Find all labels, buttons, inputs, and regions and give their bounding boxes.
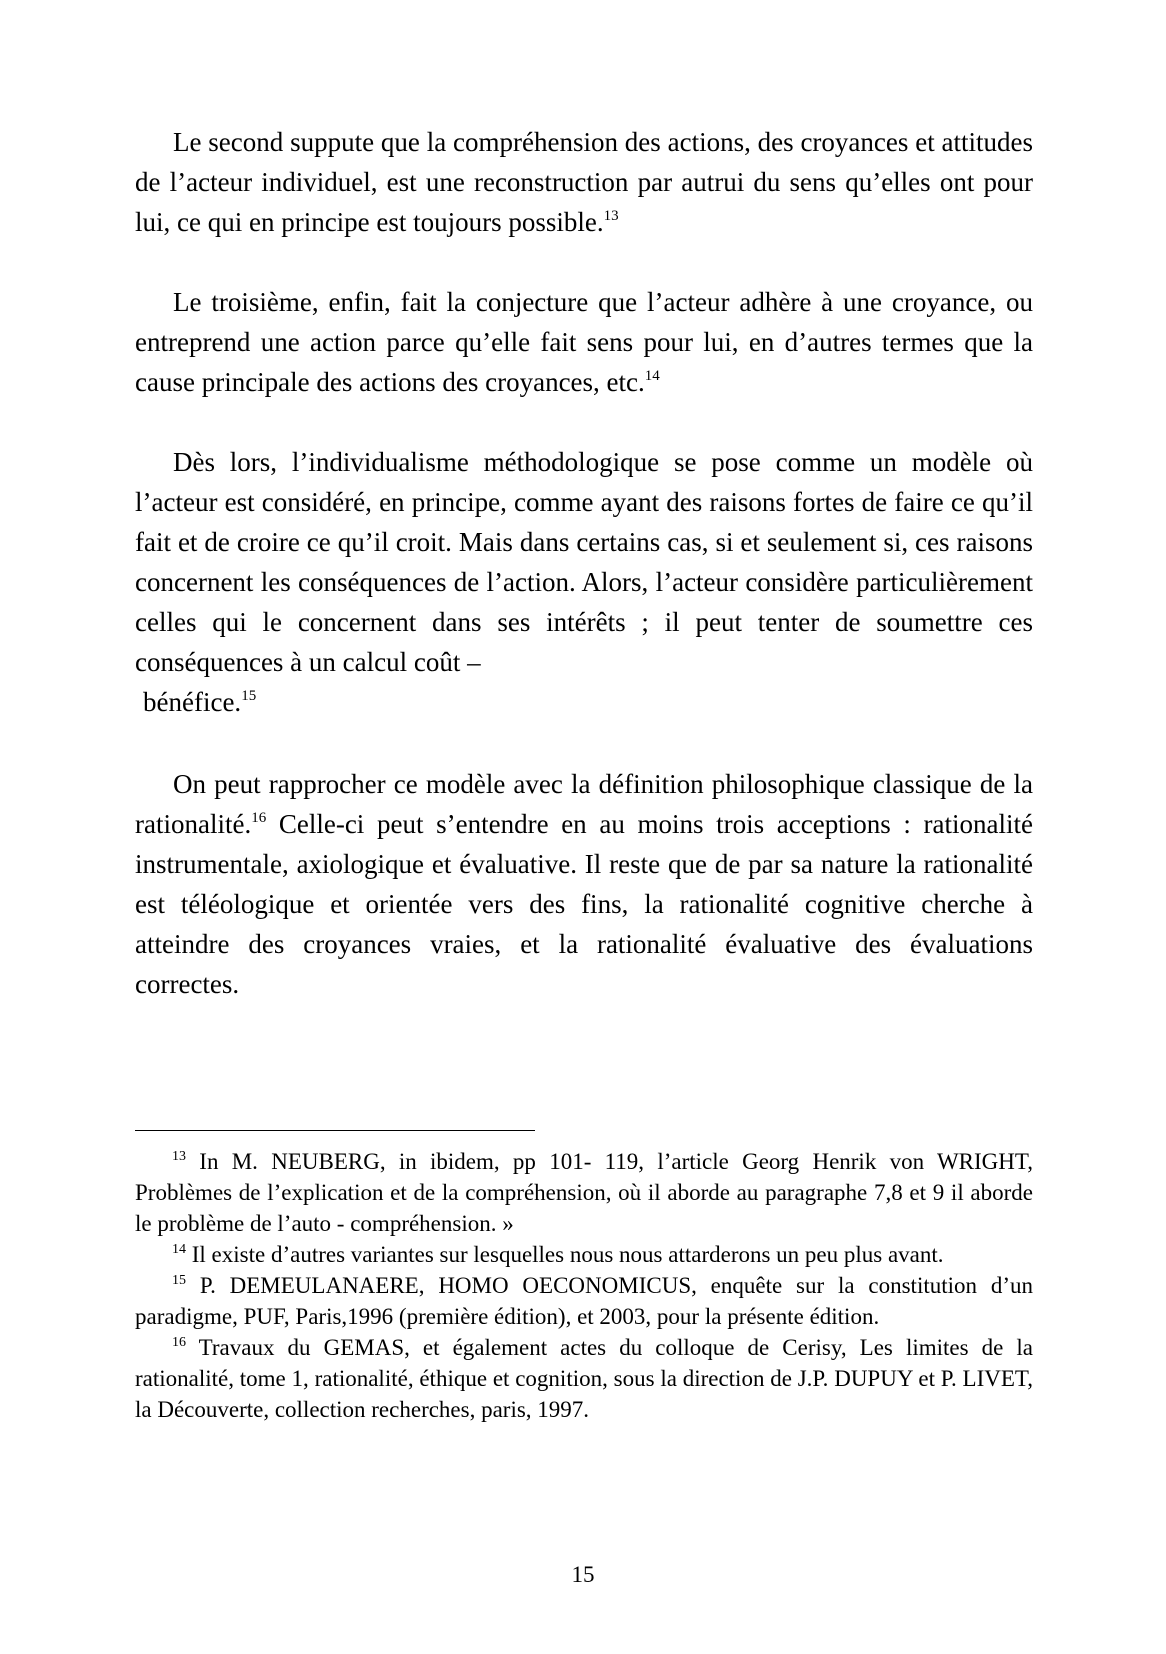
footnote-text: In M. NEUBERG, in ibidem, pp 101- 119, l’article Georg Henrik von WRIGHT, Problèmes de l’explication et de la compréhension, où il aborde au paragraphe 7,8 et 9 il aborde le problème de l’auto - compréhension. » [135,1149,1033,1236]
footnote-number: 13 [172,1149,186,1164]
footnote-text: P. DEMEULANAERE, HOMO OECONOMICUS, enquête sur la constitution d’un paradigme, PUF, Paris,1996 (première édition), et 2003, pour la présente édition. [135,1273,1033,1329]
note-ref-14[interactable]: 14 [644,368,660,384]
footnote-number: 14 [172,1242,186,1257]
footnote-text: Il existe d’autres variantes sur lesquelles nous nous attarderons un peu plus avant. [186,1242,944,1267]
paragraph-3-tail: bénéfice. [143,687,242,717]
footnote-number: 15 [172,1273,186,1288]
footnote-text: Travaux du GEMAS, et également actes du colloque de Cerisy, Les limites de la rationalité, tome 1, rationalité, éthique et cognition, sous la direction de J.P. DUPUY et P. LIVET, la Découverte, collection recherches, paris, 1997. [135,1335,1033,1422]
paragraph-4 [135,764,1033,1004]
footnote-15 [135,1270,1033,1332]
footnote-14 [135,1239,1033,1270]
paragraph-3-text: Dès lors, l’individualisme méthodologique se pose comme un modèle où l’acteur est considéré, en principe, comme ayant des raisons fortes de faire ce qu’il fait et de croire ce qu’il croit. Mais dans certains cas, si et seulement si, ces raisons concernent les conséquences de l’action. Alors, l’acteur considère particulièrement celles qui le concernent dans ses intérêts ; il peut tenter de soumettre ces conséquences à un calcul coût – [135,447,1033,677]
paragraph-4-text-after: Celle-ci peut s’entendre en au moins trois acceptions : rationalité instrumentale, axiologique et évaluative. Il reste que de par sa nature la rationalité est téléologique et orientée vers des fins, la rationalité cognitive cherche à atteindre des croyances vraies, et la rationalité évaluative des évaluations correctes. [135,809,1033,999]
paragraph-1 [135,122,1033,242]
page-number: 15 [571,1562,595,1587]
paragraph-2-text: Le troisième, enfin, fait la conjecture que l’acteur adhère à une croyance, ou entreprend une action parce qu’elle fait sens pour lui, en d’autres termes que la cause principale des actions des croyances, etc. [135,287,1033,397]
paragraph-2 [135,282,1033,402]
note-ref-15[interactable]: 15 [241,688,257,704]
paragraph-4-text-before: On peut rapprocher ce modèle avec la définition philosophique classique de la rationalité. [135,769,1033,839]
footnote-separator [135,1130,535,1131]
note-ref-16[interactable]: 16 [251,810,267,826]
note-ref-13[interactable]: 13 [603,208,619,224]
body-text [135,122,1033,1044]
paragraph-1-text: Le second suppute que la compréhension des actions, des croyances et attitudes de l’acteur individuel, est une reconstruction par autrui du sens qu’elles ont pour lui, ce qui en principe est toujours possible. [135,127,1033,237]
footnote-13 [135,1146,1033,1239]
footnotes [135,1146,1033,1425]
footnote-number: 16 [172,1335,186,1350]
paragraph-3 [135,442,1033,722]
footnote-16 [135,1332,1033,1425]
paragraph-3-last-line [143,682,1033,722]
